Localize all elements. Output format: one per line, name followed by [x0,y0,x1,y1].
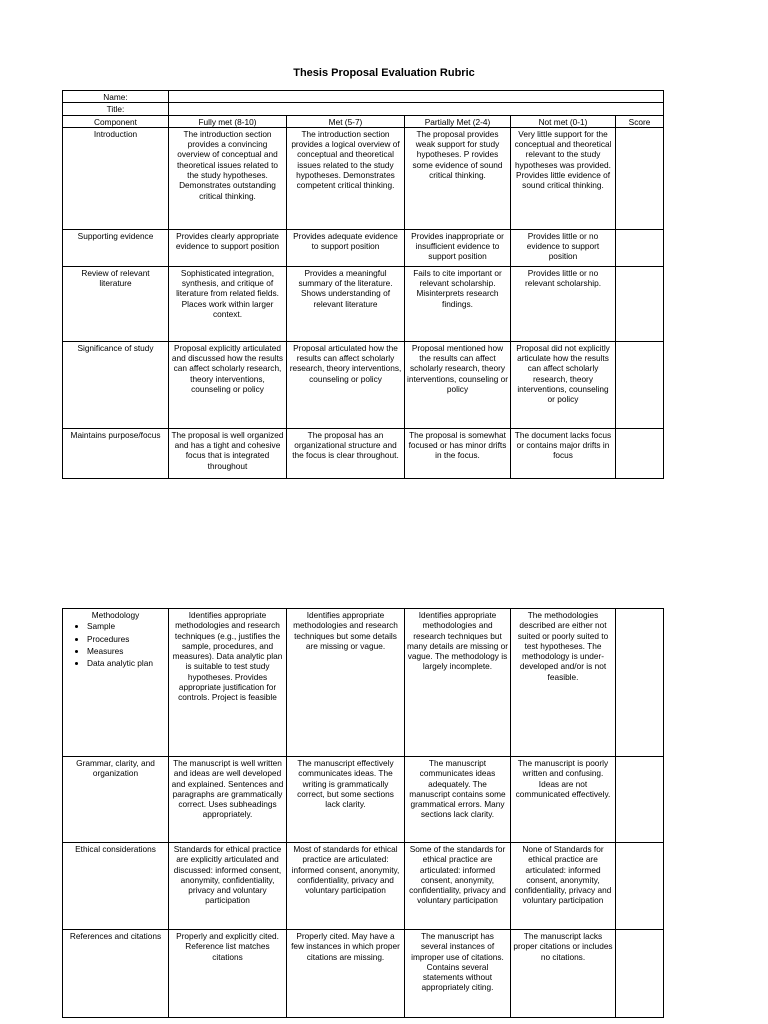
methodology-label: Methodology [91,610,140,620]
header-fully-met: Fully met (8-10) [169,115,287,127]
cell-not-met: The manuscript lacks proper citations or includes no citations. [511,930,616,1018]
row-component [63,609,169,757]
cell-not-met: The methodologies described are either not suited or poorly suited to test hypotheses. The methodology is under-developed and/or is not feasible. [511,609,616,757]
table-row [63,266,664,341]
cell-partially-met: Proposal mentioned how the results can affect scholarly research, theory interventions, counseling or policy [405,341,511,428]
cell-fully-met: The proposal is well organized and has a tight and cohesive focus that is integrated throughout [169,428,287,478]
row-component: Introduction [63,127,169,229]
cell-met: Proposal articulated how the results can affect scholarly research, theory interventions, counseling or policy [287,341,405,428]
cell-fully-met: The introduction section provides a convincing overview of conceptual and theoretical issues related to the study hypotheses. Demonstrates outstanding critical thinking. [169,127,287,229]
cell-met: Properly cited. May have a few instances in which proper citations are missing. [287,930,405,1018]
row-component: References and citations [63,930,169,1018]
document-title: Thesis Proposal Evaluation Rubric [293,67,475,79]
header-partially-met: Partially Met (2-4) [405,115,511,127]
header-score: Score [616,115,664,127]
rubric-table-top [62,90,664,479]
cell-not-met: The document lacks focus or contains major drifts in focus [511,428,616,478]
cell-partially-met: Provides inappropriate or insufficient evidence to support position [405,229,511,266]
cell-met: Most of standards for ethical practice are articulated: informed consent, anonymity, confidentiality, privacy and voluntary participation [287,843,405,930]
row-component: Review of relevant literature [63,266,169,341]
table-row [63,428,664,478]
title-field[interactable] [169,103,664,115]
cell-fully-met: Properly and explicitly cited. Reference list matches citations [169,930,287,1018]
cell-met: The introduction section provides a logical overview of conceptual and theoretical issues related to the study hypotheses. Demonstrates competent critical thinking. [287,127,405,229]
score-cell[interactable] [616,341,664,428]
table-row [63,609,664,757]
cell-met: Identifies appropriate methodologies and research techniques but some details are missing or vague. [287,609,405,757]
cell-met: Provides adequate evidence to support position [287,229,405,266]
cell-partially-met: Identifies appropriate methodologies and research techniques but many details are missing or vague. The methodology is largely incomplete. [405,609,511,757]
cell-partially-met: The manuscript communicates ideas adequately. The manuscript contains some grammatical errors. Many sections lack clarity. [405,757,511,843]
table-row [63,229,664,266]
header-component: Component [63,115,169,127]
row-component: Grammar, clarity, and organization [63,757,169,843]
cell-partially-met: The proposal provides weak support for study hypotheses. P rovides some evidence of sound critical thinking. [405,127,511,229]
cell-fully-met: The manuscript is well written and ideas are well developed and explained. Sentences and paragraphs are grammatically correct. Uses subheadings appropriately. [169,757,287,843]
methodology-bullet-list [65,620,166,669]
title-row [63,103,664,115]
cell-fully-met: Proposal explicitly articulated and discussed how the results can affect scholarly research, theory interventions, counseling or policy [169,341,287,428]
list-item: • Data analytic plan [87,657,166,669]
cell-partially-met: Fails to cite important or relevant scholarship. Misinterprets research findings. [405,266,511,341]
name-label: Name: [63,91,169,103]
list-item: • Procedures [87,633,166,645]
cell-met: The proposal has an organizational structure and the focus is clear throughout. [287,428,405,478]
cell-partially-met: Some of the standards for ethical practice are articulated: informed consent, anonymity, confidentiality, privacy and voluntary participation [405,843,511,930]
name-field[interactable] [169,91,664,103]
score-cell[interactable] [616,930,664,1018]
cell-not-met: Provides little or no relevant scholarship. [511,266,616,341]
list-item: • Measures [87,645,166,657]
row-component: Ethical considerations [63,843,169,930]
cell-fully-met: Standards for ethical practice are explicitly articulated and discussed: informed consent, anonymity, confidentiality, privacy and voluntary participation [169,843,287,930]
row-component: Maintains purpose/focus [63,428,169,478]
score-cell[interactable] [616,609,664,757]
table-row [63,757,664,843]
score-cell[interactable] [616,428,664,478]
header-not-met: Not met (0-1) [511,115,616,127]
row-component: Significance of study [63,341,169,428]
cell-not-met: None of Standards for ethical practice are articulated: informed consent, anonymity, confidentiality, privacy and voluntary participation [511,843,616,930]
rubric-table-bottom [62,608,664,1018]
score-cell[interactable] [616,843,664,930]
cell-not-met: Provides little or no evidence to support position [511,229,616,266]
table-row [63,341,664,428]
cell-not-met: Proposal did not explicitly articulate how the results can affect scholarly research, theory interventions, counseling or policy [511,341,616,428]
score-cell[interactable] [616,127,664,229]
cell-partially-met: The proposal is somewhat focused or has minor drifts in the focus. [405,428,511,478]
header-row [63,115,664,127]
cell-fully-met: Identifies appropriate methodologies and research techniques (e.g., justifies the sample, procedures, and measures). Data analytic plan is suitable to test study hypotheses. Provides appropriate justification for controls. Project is feasible [169,609,287,757]
table-row [63,843,664,930]
name-row [63,91,664,103]
title-label: Title: [63,103,169,115]
cell-fully-met: Provides clearly appropriate evidence to support position [169,229,287,266]
cell-fully-met: Sophisticated integration, synthesis, and critique of literature from related fields. Places work within larger context. [169,266,287,341]
header-met: Met (5-7) [287,115,405,127]
cell-met: Provides a meaningful summary of the literature. Shows understanding of relevant literature [287,266,405,341]
cell-not-met: The manuscript is poorly written and confusing. Ideas are not communicated effectively. [511,757,616,843]
row-component: Supporting evidence [63,229,169,266]
cell-partially-met: The manuscript has several instances of improper use of citations. Contains several statements without appropriately citing. [405,930,511,1018]
table-row [63,127,664,229]
score-cell[interactable] [616,757,664,843]
cell-not-met: Very little support for the conceptual and theoretical relevant to the study hypotheses was provided. Provides little evidence of sound critical thinking. [511,127,616,229]
cell-met: The manuscript effectively communicates ideas. The writing is grammatically correct, but some sections lack clarity. [287,757,405,843]
table-row [63,930,664,1018]
list-item: • Sample [87,620,166,632]
score-cell[interactable] [616,229,664,266]
score-cell[interactable] [616,266,664,341]
